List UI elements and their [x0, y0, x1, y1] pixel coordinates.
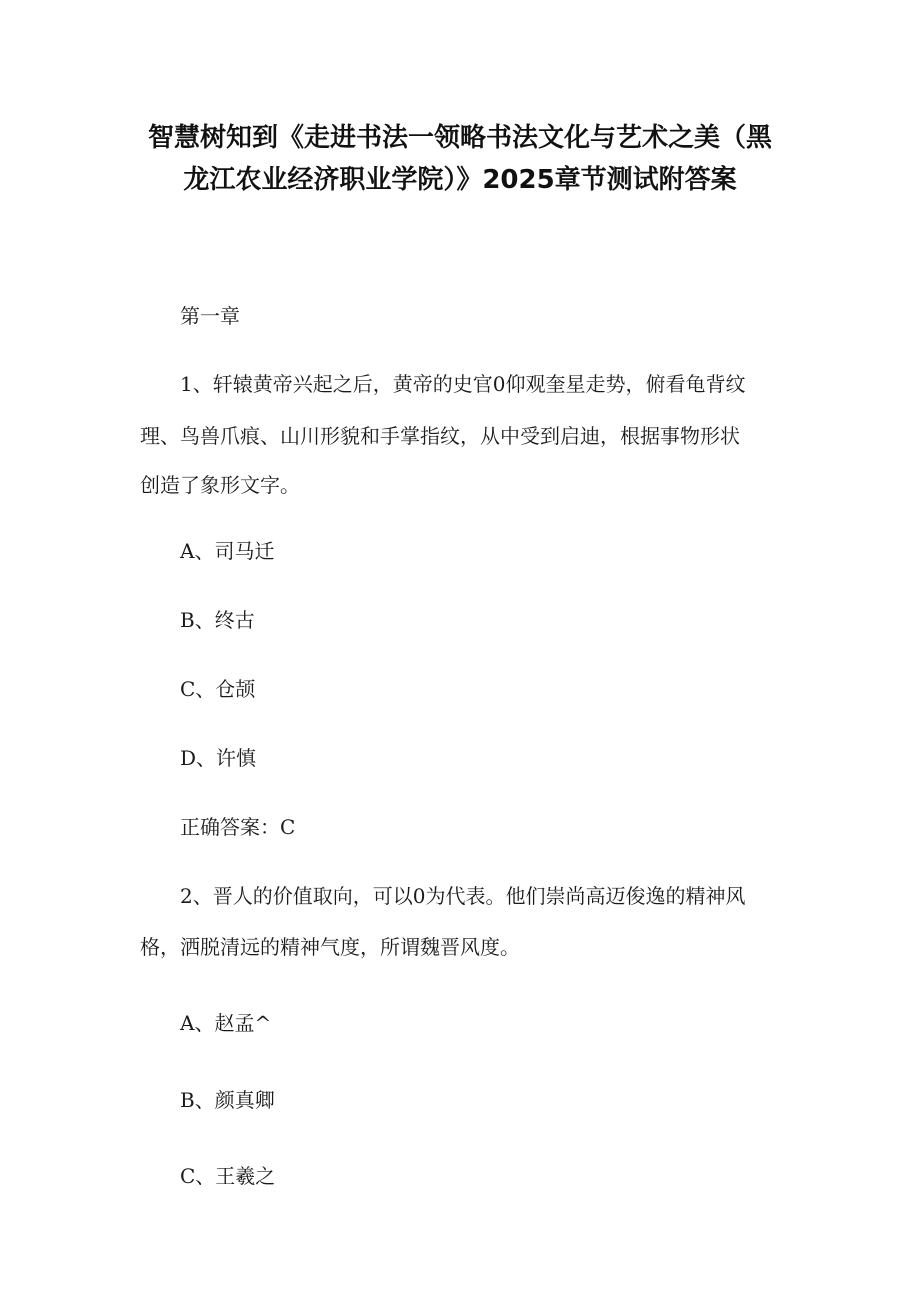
document-title-line-1: 智慧树知到《走进书法一领略书法文化与艺术之美（黑 — [147, 123, 772, 153]
question-2-option-b: B、颜真卿 — [180, 1088, 275, 1112]
question-2-line-2: 格，洒脱清远的精神气度，所谓魏晋风度。 — [140, 935, 520, 959]
question-1-option-c: C、仓颉 — [180, 677, 256, 701]
question-1-line-1: 1、轩辕黄帝兴起之后，黄帝的史官0仰观奎星走势，俯看龟背纹 — [180, 372, 746, 396]
question-1-option-a: A、司马迁 — [180, 539, 275, 563]
question-1-answer: 正确答案：C — [180, 815, 296, 839]
question-1-option-d: D、许慎 — [180, 746, 257, 770]
question-2-line-1: 2、晋人的价值取向，可以0为代表。他们崇尚高迈俊逸的精神风 — [180, 884, 746, 908]
chapter-heading: 第一章 — [180, 304, 240, 328]
question-1-line-3: 创造了象形文字。 — [140, 473, 300, 497]
document-title-line-2: 龙江农业经济职业学院）》2025章节测试附答案 — [183, 165, 737, 195]
question-1-line-2: 理、鸟兽爪痕、山川形貌和手掌指纹，从中受到启迪，根据事物形状 — [140, 424, 740, 448]
question-2-option-c: C、王羲之 — [180, 1164, 276, 1188]
question-2-option-a: A、赵孟^ — [180, 1011, 272, 1035]
question-1-option-b: B、终古 — [180, 608, 255, 632]
